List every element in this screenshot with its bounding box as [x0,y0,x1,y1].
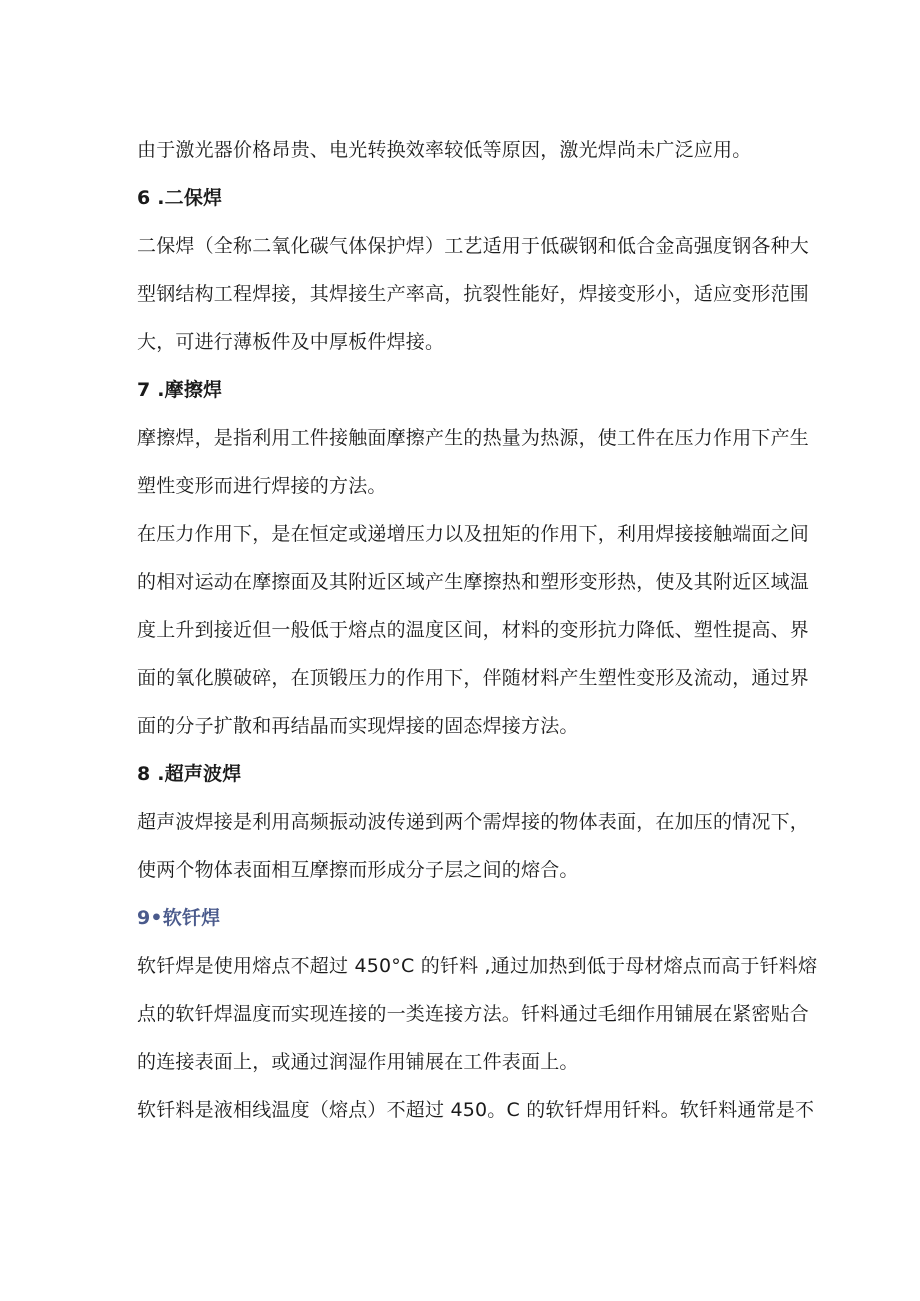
paragraph-line: 的相对运动在摩擦面及其附近区域产生摩擦热和塑形变形热，使及其附近区域温 [137,571,810,593]
paragraph-line: 的连接表面上，或通过润湿作用铺展在工件表面上。 [137,1051,579,1073]
paragraph-line: 二保焊（全称二氧化碳气体保护焊）工艺适用于低碳钢和低合金高强度钢各种大 [137,235,810,257]
paragraph-line: 软钎焊是使用熔点不超过 450°C 的钎料 ,通过加热到低于母材熔点而高于钎料熔 [137,955,818,977]
paragraph-line: 塑性变形而进行焊接的方法。 [137,475,387,497]
section-heading-soldering: 9•软钎焊 [137,907,221,929]
paragraph-line: 使两个物体表面相互摩擦而形成分子层之间的熔合。 [137,859,579,881]
paragraph-line: 软钎料是液相线温度（熔点）不超过 450。C 的软钎焊用钎料。软钎料通常是不 [137,1099,815,1121]
paragraph-line: 由于激光器价格昂贵、电光转换效率较低等原因，激光焊尚未广泛应用。 [137,139,752,161]
section-heading-ultrasonic-welding: 8 .超声波焊 [137,763,242,785]
paragraph-line: 点的软钎焊温度而实现连接的一类连接方法。钎料通过毛细作用铺展在紧密贴合 [137,1003,810,1025]
paragraph-line: 面的氧化膜破碎，在顶锻压力的作用下，伴随材料产生塑性变形及流动，通过界 [137,667,810,689]
paragraph-line: 摩擦焊，是指利用工件接触面摩擦产生的热量为热源，使工件在压力作用下产生 [137,427,810,449]
paragraph-line: 型钢结构工程焊接，其焊接生产率高，抗裂性能好，焊接变形小，适应变形范围 [137,283,810,305]
paragraph-line: 在压力作用下，是在恒定或递增压力以及扭矩的作用下，利用焊接接触端面之间 [137,523,810,545]
section-heading-co2-welding: 6 .二保焊 [137,187,223,209]
section-heading-friction-welding: 7 .摩擦焊 [137,379,223,401]
paragraph-line: 大，可进行薄板件及中厚板件焊接。 [137,331,445,353]
paragraph-line: 超声波焊接是利用高频振动波传递到两个需焊接的物体表面，在加压的情况下， [137,811,810,833]
paragraph-line: 面的分子扩散和再结晶而实现焊接的固态焊接方法。 [137,715,579,737]
paragraph-line: 度上升到接近但一般低于熔点的温度区间，材料的变形抗力降低、塑性提高、界 [137,619,810,641]
